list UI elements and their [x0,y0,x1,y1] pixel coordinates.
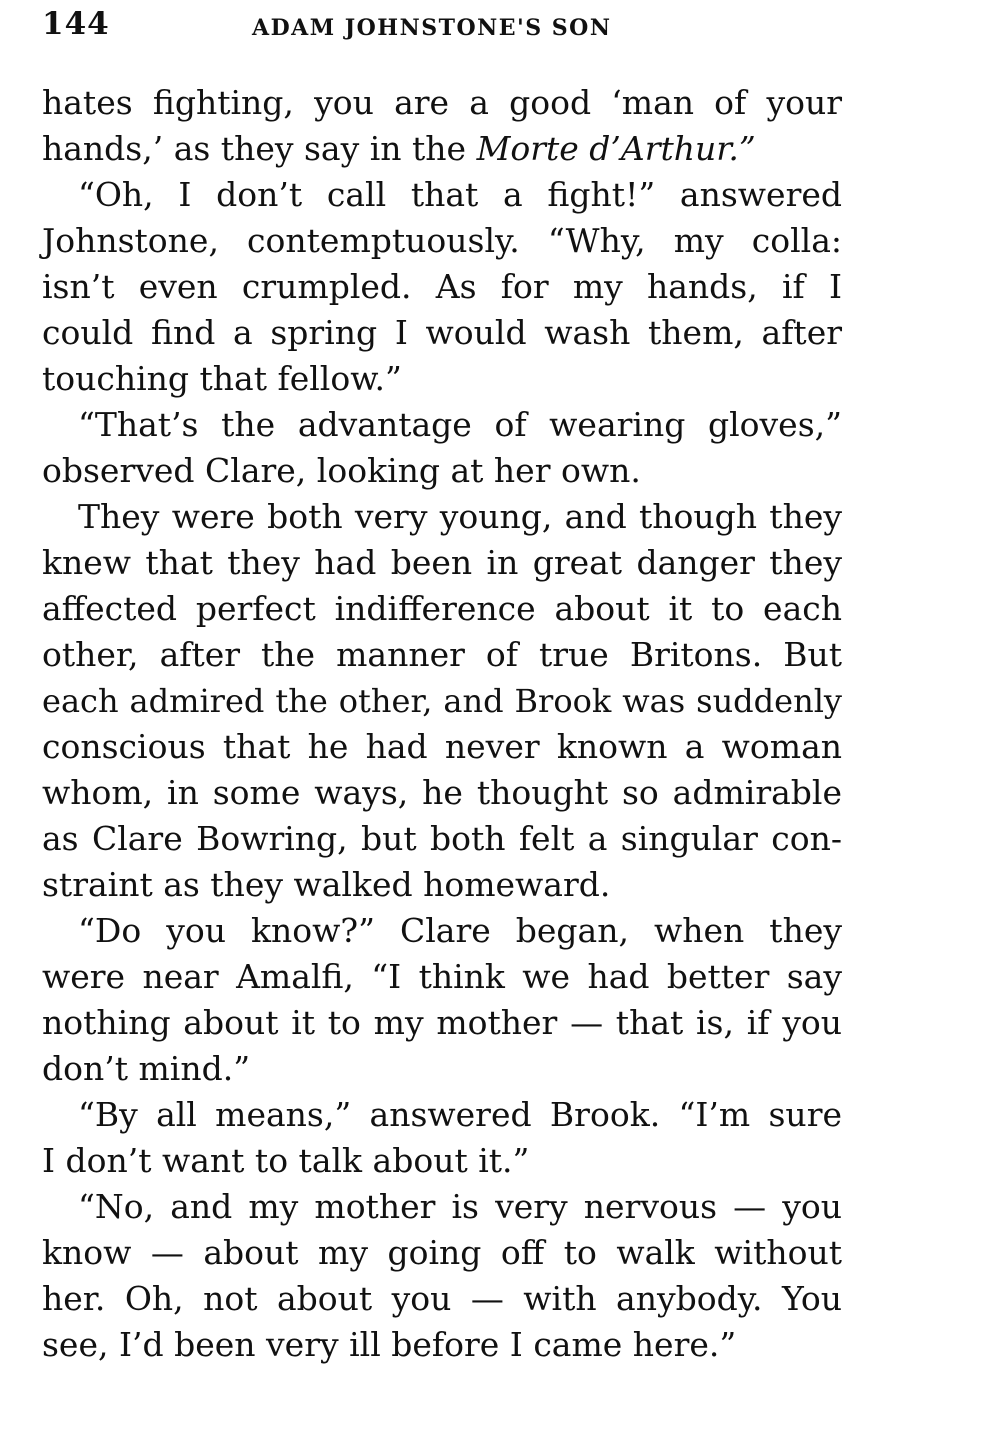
text-line: “No, and my mother is very nervous — you [78,1187,842,1226]
page-header [42,2,842,52]
text-line: isn’t even crumpled. As for my hands, if I [42,267,842,306]
text-line: Johnstone, contemptuously. “Why, my colla: [42,221,842,260]
text-line: observed Clare, looking at her own. [42,451,641,490]
page-number: 144 [42,6,110,42]
text-line: touching that fellow.” [42,359,402,398]
text-line: affected perfect indifference about it to each [42,589,842,628]
text-line: could find a spring I would wash them, after [42,313,842,352]
text-line: “Do you know?” Clare began, when they [78,911,842,950]
text-line: They were both very young, and though they [78,497,842,536]
text-line: see, I’d been very ill before I came here.” [42,1325,737,1364]
body-text [42,80,842,1368]
text-line: her. Oh, not about you — with anybody. You [42,1279,842,1318]
text-line: other, after the manner of true Britons. But [42,635,842,674]
text-line: knew that they had been in great danger they [42,543,842,582]
text-line: were near Amalfi, “I think we had better say [42,957,842,996]
text-line: each admired the other, and Brook was suddenly [42,682,842,720]
text-line: as Clare Bowring, but both felt a singular con- [42,819,842,858]
text-line: hates fighting, you are a good ‘man of your [42,83,842,122]
text-segment: hands,’ as they say in the [42,129,477,168]
text-line: nothing about it to my mother — that is, if you [42,1003,842,1042]
text-line: straint as they walked homeward. [42,865,611,904]
text-line [42,126,842,172]
text-line: “By all means,” answered Brook. “I’m sure [78,1095,842,1134]
text-line: “That’s the advantage of wearing gloves,” [78,405,842,444]
text-line: don’t mind.” [42,1049,251,1088]
running-head: ADAM JOHNSTONE'S SON [252,15,612,41]
text-line: “Oh, I don’t call that a fight!” answered [78,175,842,214]
text-line: conscious that he had never known a woman [42,727,842,766]
italic-title: Morte d’Arthur.” [476,129,756,168]
text-line: whom, in some ways, he thought so admirable [42,773,842,812]
text-line: know — about my going off to walk without [42,1233,842,1272]
text-line: I don’t want to talk about it.” [42,1141,530,1180]
